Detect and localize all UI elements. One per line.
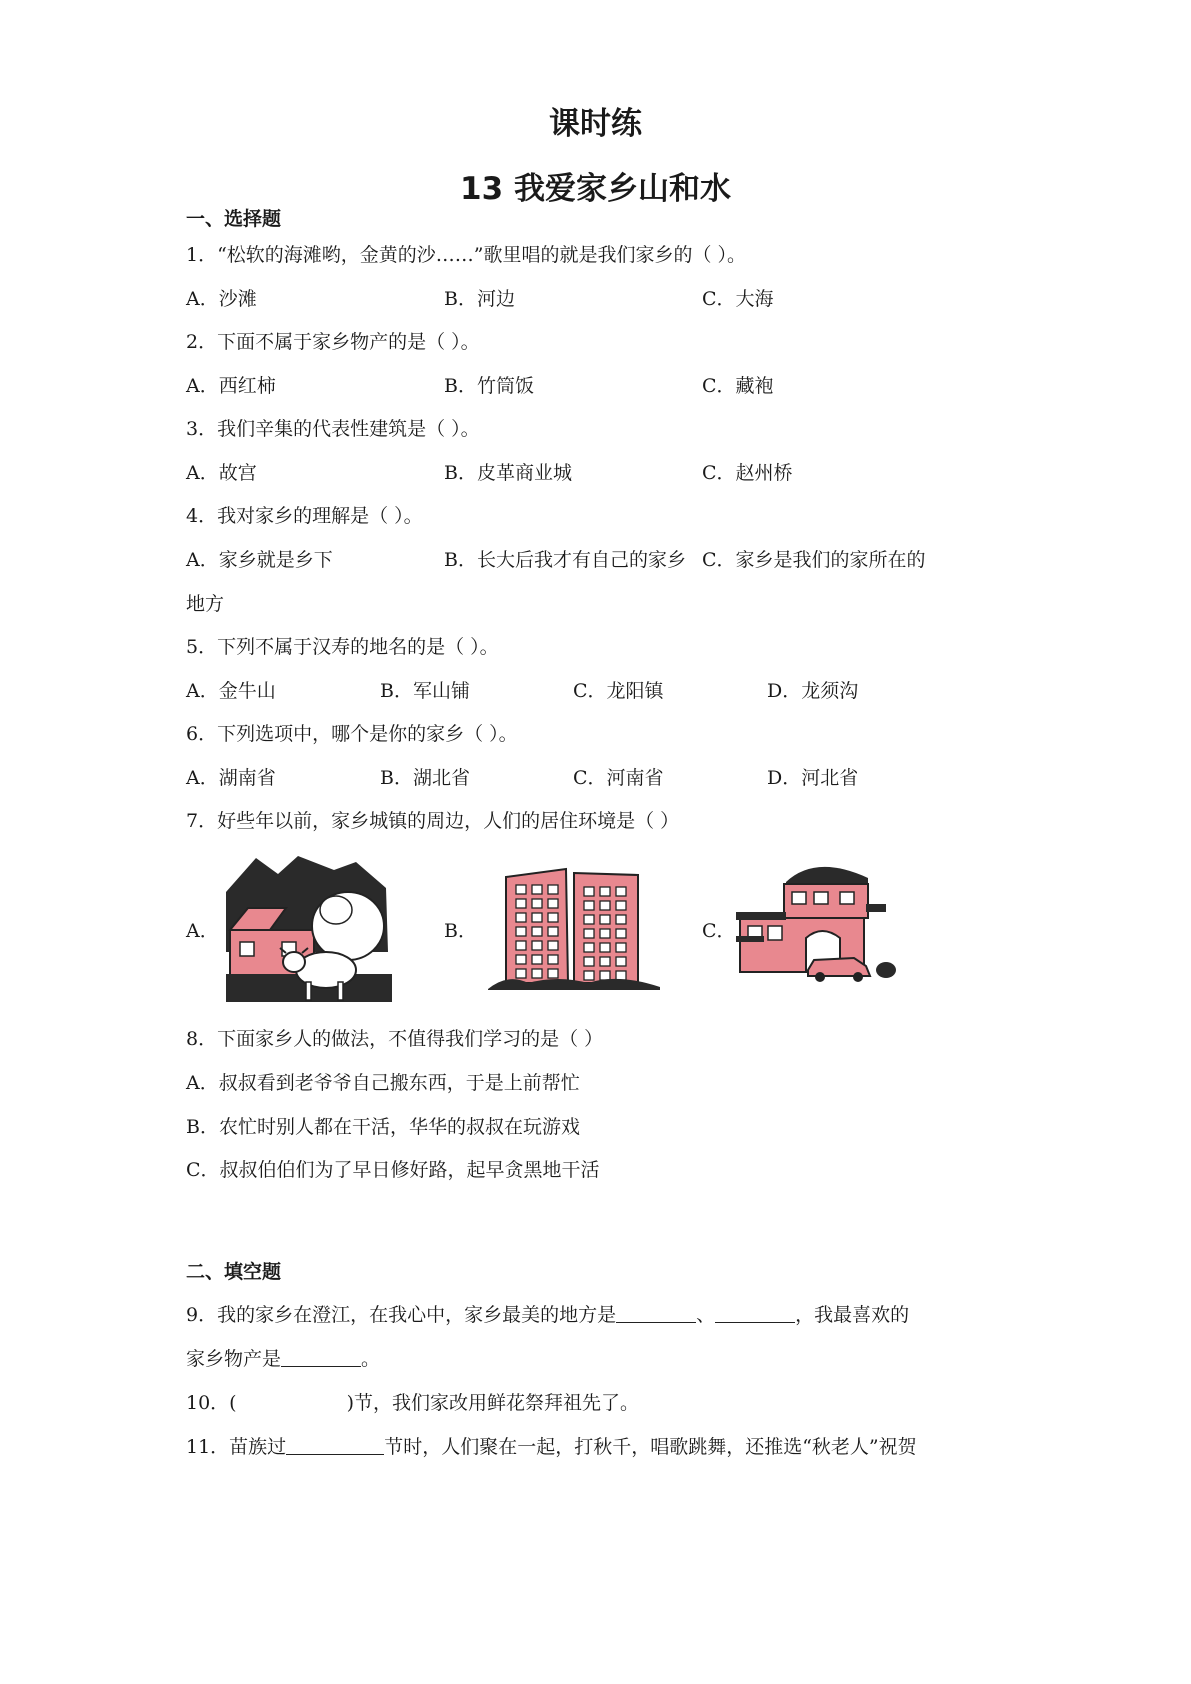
page-title: 课时练 [549,106,642,142]
q9-text-1: 9．我的家乡在澄江，在我心中，家乡最美的地方是 [186,1304,617,1326]
q4-option-a[interactable]: A．家乡就是乡下 [186,549,333,571]
q9-blank-1[interactable] [616,1304,696,1323]
window [584,901,594,910]
q10-text-2: )节，我们家改用鲜花祭拜祖先了。 [346,1392,640,1414]
window [548,955,558,964]
q11-text-2: 节时，人们聚在一起，打秋千，唱歌跳舞，还推选“秋老人”祝贺 [384,1436,917,1458]
window [516,955,526,964]
q1-option-a[interactable]: A．沙滩 [186,288,257,310]
villa-illustration[interactable] [736,860,896,982]
q8-option-b[interactable]: B．农忙时别人都在干活，华华的叔叔在玩游戏 [186,1116,580,1138]
window [516,941,526,950]
window [532,969,542,978]
q4-option-b[interactable]: B．长大后我才有自己的家乡 [444,549,686,571]
window [616,943,626,952]
window [516,899,526,908]
q4-option-c[interactable]: C．家乡是我们的家所在的 [702,549,926,571]
window [516,927,526,936]
q8-option-a[interactable]: A．叔叔看到老爷爷自己搬东西，于是上前帮忙 [186,1072,580,1094]
q7-option-a[interactable]: A． [186,920,219,942]
question-3: 3．我们辛集的代表性建筑是（ ）。 [186,418,480,440]
window [584,929,594,938]
window [548,969,558,978]
question-2: 2．下面不属于家乡物产的是（ ）。 [186,331,480,353]
q2-option-b[interactable]: B．竹筒饭 [444,375,534,397]
q9-text-2: 、 [696,1304,716,1326]
villa-roof [786,867,868,884]
q3-option-a[interactable]: A．故宫 [186,462,257,484]
window [616,971,626,980]
window [548,899,558,908]
window [548,885,558,894]
window [584,915,594,924]
question-7: 7．好些年以前，家乡城镇的周边，人们的居住环境是（ ） [186,810,680,832]
window [532,885,542,894]
q11-blank[interactable] [286,1436,384,1455]
question-8: 8．下面家乡人的做法，不值得我们学习的是（ ） [186,1028,604,1050]
q3-option-c[interactable]: C．赵州桥 [702,462,793,484]
question-9-continued [186,1344,380,1371]
window [616,901,626,910]
q11-text-1: 11．苗族过 [186,1436,287,1458]
q9-blank-2[interactable] [715,1304,795,1323]
q1-option-b[interactable]: B．河边 [444,288,515,310]
q9-text-3: ，我最喜欢的 [795,1304,910,1326]
q10-text-1: 10．( [186,1392,237,1414]
window [532,941,542,950]
question-1: 1．“松软的海滩哟，金黄的沙……”歌里唱的就是我们家乡的（ ）。 [186,244,747,266]
apartment-buildings-illustration[interactable] [488,865,660,990]
window [516,969,526,978]
q9-text-5: 。 [361,1348,381,1370]
q6-option-b[interactable]: B．湖北省 [380,767,470,789]
window [516,913,526,922]
window [600,887,610,896]
q8-option-c[interactable]: C．叔叔伯伯们为了早日修好路，起早贪黑地干活 [186,1159,600,1181]
window [616,915,626,924]
window [516,885,526,894]
q3-option-b[interactable]: B．皮革商业城 [444,462,572,484]
q9-blank-3[interactable] [281,1348,361,1367]
q6-option-d[interactable]: D．河北省 [767,767,859,789]
question-11 [186,1432,917,1459]
q5-option-d[interactable]: D．龙须沟 [767,680,859,702]
window [532,955,542,964]
window [600,915,610,924]
window [616,887,626,896]
question-6: 6．下列选项中，哪个是你的家乡（ ）。 [186,723,518,745]
window [532,927,542,936]
q5-option-a[interactable]: A．金牛山 [186,680,276,702]
q4-option-c-continued: 地方 [186,593,225,615]
question-10 [186,1388,639,1415]
q1-option-c[interactable]: C．大海 [702,288,774,310]
question-9 [186,1300,909,1327]
section-heading-choice: 一、选择题 [186,208,282,230]
window [600,943,610,952]
window [532,899,542,908]
window [548,927,558,936]
window [600,901,610,910]
window [616,929,626,938]
window [584,957,594,966]
windows-left [516,885,558,978]
window [584,971,594,980]
window [600,957,610,966]
window [532,913,542,922]
rural-house-illustration[interactable] [226,852,392,1002]
question-5: 5．下列不属于汉寿的地名的是（ ）。 [186,636,499,658]
window [548,941,558,950]
windows-right [584,887,626,980]
car [808,958,870,982]
window [548,913,558,922]
window [584,887,594,896]
q7-option-c[interactable]: C． [702,920,736,942]
window [600,971,610,980]
section-heading-fill: 二、填空题 [186,1261,282,1283]
question-4: 4．我对家乡的理解是（ ）。 [186,505,423,527]
q9-text-4: 家乡物产是 [186,1348,282,1370]
q2-option-c[interactable]: C．藏袍 [702,375,774,397]
q6-option-c[interactable]: C．河南省 [573,767,664,789]
q5-option-c[interactable]: C．龙阳镇 [573,680,664,702]
window [584,943,594,952]
window [616,957,626,966]
q7-option-b[interactable]: B． [444,920,477,942]
q2-option-a[interactable]: A．西红柿 [186,375,276,397]
lesson-title: 13 我爱家乡山和水 [460,171,731,207]
q5-option-b[interactable]: B．军山铺 [380,680,470,702]
q6-option-a[interactable]: A．湖南省 [186,767,276,789]
window [600,929,610,938]
